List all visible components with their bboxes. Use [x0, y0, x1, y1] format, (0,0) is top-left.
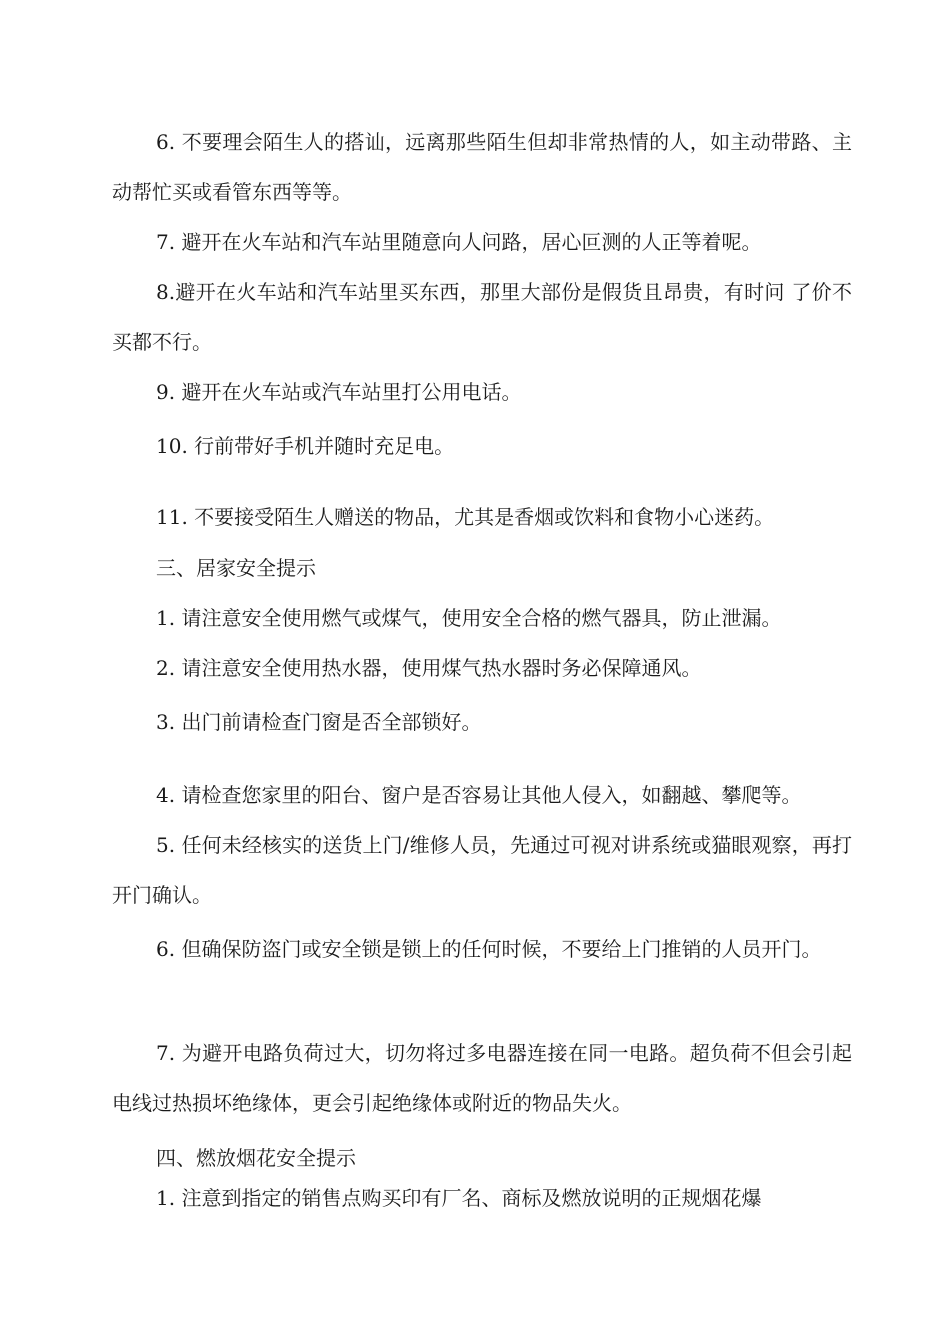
- paragraph-fireworks-1: 1. 注意到指定的销售点购买印有厂名、商标及燃放说明的正规烟花爆: [156, 1186, 762, 1210]
- section-heading-fireworks-safety: 四、燃放烟花安全提示: [156, 1146, 356, 1170]
- paragraph-travel-11: 11. 不要接受陌生人赠送的物品，尤其是香烟或饮料和食物小心迷药。: [156, 505, 775, 529]
- paragraph-travel-7: 7. 避开在火车站和汽车站里随意向人问路，居心叵测的人正等着呢。: [156, 230, 762, 254]
- paragraph-travel-6: 6. 不要理会陌生人的搭讪，远离那些陌生但却非常热情的人，如主动带路、主动帮忙买或看管东西等等。: [112, 130, 852, 204]
- paragraph-home-2: 2. 请注意安全使用热水器，使用煤气热水器时务必保障通风。: [156, 656, 702, 680]
- section-heading-home-safety: 三、居家安全提示: [156, 556, 316, 580]
- paragraph-travel-8: 8.避开在火车站和汽车站里买东西，那里大部份是假货且昂贵，有时问 了价不买都不行。: [112, 280, 852, 354]
- paragraph-home-1: 1. 请注意安全使用燃气或煤气，使用安全合格的燃气器具，防止泄漏。: [156, 606, 782, 630]
- paragraph-home-3: 3. 出门前请检查门窗是否全部锁好。: [156, 710, 482, 734]
- paragraph-home-4: 4. 请检查您家里的阳台、窗户是否容易让其他人侵入，如翻越、攀爬等。: [156, 783, 802, 807]
- paragraph-home-5: 5. 任何未经核实的送货上门/维修人员，先通过可视对讲系统或猫眼观察，再打开门确认。: [112, 833, 852, 907]
- paragraph-home-7: 7. 为避开电路负荷过大，切勿将过多电器连接在同一电路。超负荷不但会引起电线过热损坏绝缘体，更会引起绝缘体或附近的物品失火。: [112, 1041, 852, 1115]
- paragraph-travel-10: 10. 行前带好手机并随时充足电。: [156, 434, 455, 458]
- paragraph-home-6: 6. 但确保防盗门或安全锁是锁上的任何时候，不要给上门推销的人员开门。: [156, 937, 822, 961]
- paragraph-travel-9: 9. 避开在火车站或汽车站里打公用电话。: [156, 380, 522, 404]
